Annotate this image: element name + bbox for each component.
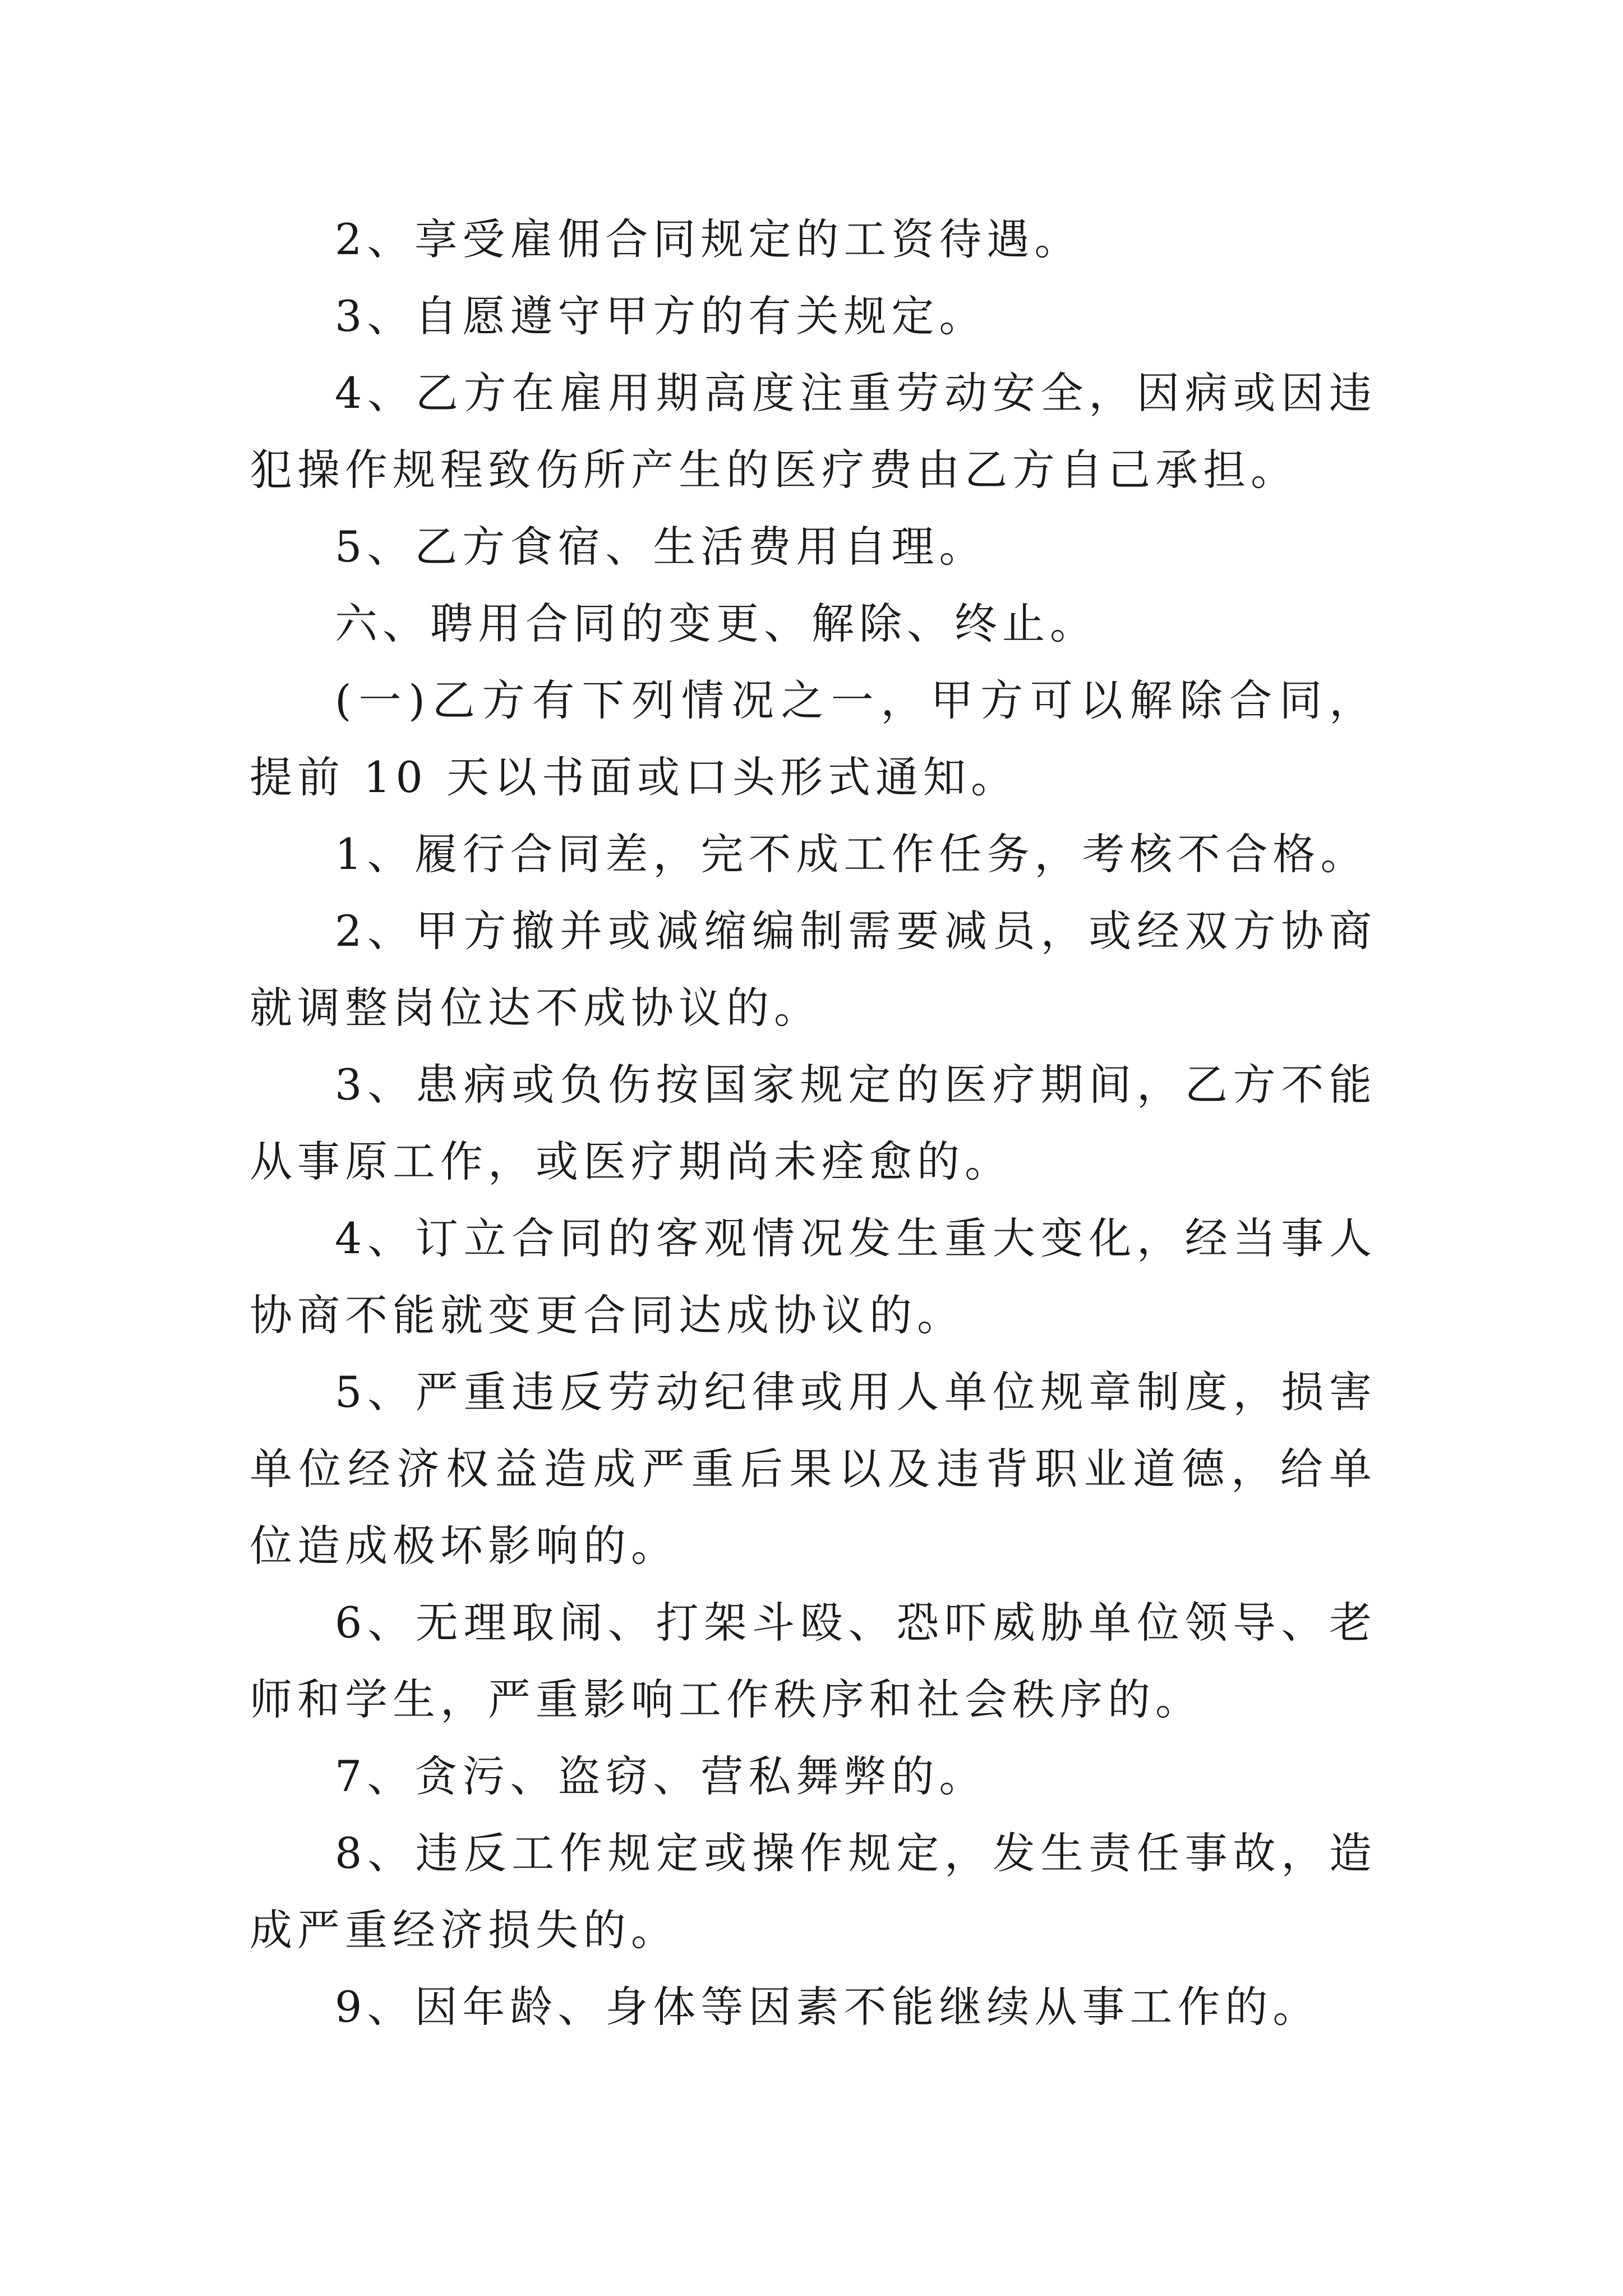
paragraph: 4、乙方在雇用期高度注重劳动安全，因病或因违犯操作规程致伤所产生的医疗费由乙方自己承担。 bbox=[250, 368, 1377, 495]
subsection-heading: (一)乙方有下列情况之一，甲方可以解除合同，提前 10 天以书面或口头形式通知。 bbox=[250, 675, 1377, 802]
paragraph: 3、患病或负伤按国家规定的医疗期间，乙方不能从事原工作，或医疗期尚未痊愈的。 bbox=[250, 1060, 1377, 1186]
paragraph: 1、履行合同差，完不成工作任务，考核不合格。 bbox=[335, 829, 1368, 879]
paragraph: 7、贪污、盗窃、营私舞弊的。 bbox=[335, 1751, 987, 1801]
paragraph: 8、违反工作规定或操作规定，发生责任事故，造成严重经济损失的。 bbox=[250, 1828, 1377, 1955]
paragraph: 9、因年龄、身体等因素不能继续从事工作的。 bbox=[335, 1982, 1321, 2032]
section-heading: 六、聘用合同的变更、解除、终止。 bbox=[335, 599, 1098, 648]
document-body bbox=[250, 201, 1377, 2045]
paragraph: 5、严重违反劳动纪律或用人单位规章制度，损害单位经济权益造成严重后果以及违背职业道德，给单位造成极坏影响的。 bbox=[250, 1367, 1377, 1571]
paragraph: 4、订立合同的客观情况发生重大变化，经当事人协商不能就变更合同达成协议的。 bbox=[250, 1213, 1377, 1340]
paragraph: 2、享受雇佣合同规定的工资待遇。 bbox=[335, 214, 1082, 264]
paragraph: 5、乙方食宿、生活费用自理。 bbox=[335, 522, 987, 572]
paragraph: 6、无理取闹、打架斗殴、恐吓威胁单位领导、老师和学生，严重影响工作秩序和社会秩序的。 bbox=[250, 1598, 1377, 1724]
paragraph: 3、自愿遵守甲方的有关规定。 bbox=[335, 291, 987, 341]
paragraph: 2、甲方撤并或减缩编制需要减员，或经双方协商就调整岗位达不成协议的。 bbox=[250, 906, 1377, 1033]
